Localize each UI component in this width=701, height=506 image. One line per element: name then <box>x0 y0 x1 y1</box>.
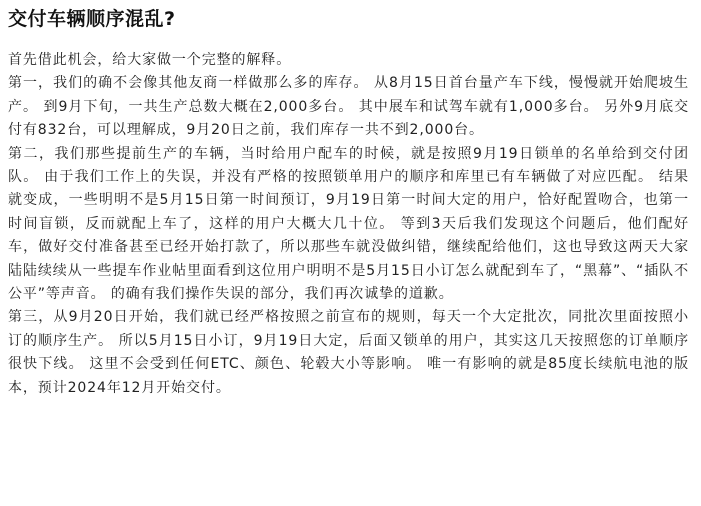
paragraph-first-point: 第一，我们的确不会像其他友商一样做那么多的库存。 从8月15日首台量产车下线，慢慢就开始爬坡生产。 到9月下旬，一共生产总数大概在2,000多台。 其中展车和试驾车就有1,000多台。 另外9月底交付有832台，可以理解成，9月20日之前，我们库存一共不到2,000台。 <box>8 75 689 139</box>
article-body <box>8 49 689 400</box>
paragraph-intro: 首先借此机会，给大家做一个完整的解释。 <box>8 52 292 68</box>
article-title: 交付车辆顺序混乱? <box>8 8 176 30</box>
paragraph-third-point: 第三，从9月20日开始，我们就已经严格按照之前宣布的规则，每天一个大定批次，同批次里面按照小订的顺序生产。 所以5月15日小订，9月19日大定，后面又锁单的用户，其实这几天按照您的订单顺序很快下线。 这里不会受到任何ETC、颜色、轮毂大小等影响。 唯一有影响的就是85度长续航电池的版本，预计2024年12月开始交付。 <box>8 309 689 396</box>
paragraph-second-point: 第二，我们那些提前生产的车辆，当时给用户配车的时候，就是按照9月19日锁单的名单给到交付团队。 由于我们工作上的失误，并没有严格的按照锁单用户的顺序和库里已有车辆做了对应匹配。 结果就变成，一些明明不是5月15日第一时间预订，9月19日第一时间大定的用户，恰好配置吻合，也第一时间盲锁，反而就配上车了，这样的用户大概大几十位。 等到3天后我们发现这个问题后，他们配好车，做好交付准备甚至已经开始打款了，所以那些车就没做纠错，继续配给他们，这也导致这两天大家陆陆续续从一些提车作业帖里面看到这位用户明明不是5月15日小订怎么就配到车了，“黑幕”、“插队不公平”等声音。 的确有我们操作失误的部分，我们再次诚挚的道歉。 <box>8 145 689 303</box>
